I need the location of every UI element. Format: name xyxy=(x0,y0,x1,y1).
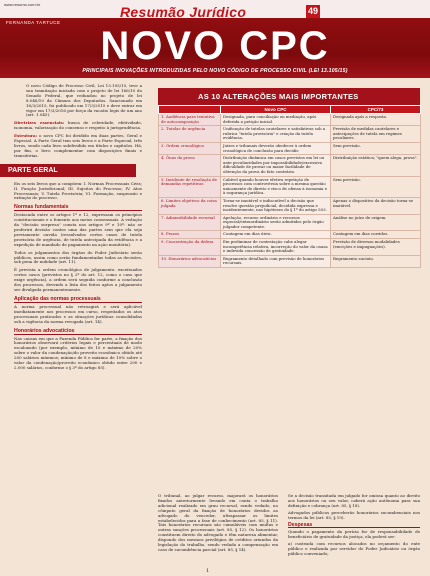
table-row xyxy=(159,114,421,126)
honorarios-recursais-paragraph: O tribunal, ao julgar recurso, majorará os honorários fixados anteriormente levando em conta o trabalho adicional realizado em grau recursal, sendo vedado, no cômputo geral da fixação de honorários devidos ao advogado do vencedor, ultrapassar os limites estabelecidos para a fase de conhecimento (art. 85, § 11). Tais honorários recursais são cumuláveis com multas e outras sanções processuais (art. 85, § 12). Os honorários constituem direito do advogado e têm natureza alimentar, dispondo dos mesmos privilégios de créditos oriundos da legislação do trabalho, sendo vedada a compensação em caso de sucumbência parcial (art. 85, § 14). xyxy=(158,493,278,552)
estrutura-paragraph xyxy=(14,134,142,159)
table-header-row xyxy=(159,106,421,114)
changes-table-box xyxy=(158,88,420,268)
row-label: 10. Honorários advocatícios xyxy=(159,255,221,267)
estrutura-label: Estrutura: xyxy=(14,133,38,139)
table-row xyxy=(159,155,421,176)
column-header: Novo CPC xyxy=(221,106,331,114)
aplicacao-paragraph: A norma processual não retroagirá e será aplicável imediatamente aos processos em curso, respeitados os atos processuais praticados e as situações jurídicas consolidadas sob a vigência da norma revogada (art. 14). xyxy=(14,303,142,324)
normas-paragraph-2: Todos os julgamentos dos órgãos do Poder Judiciário serão públicos, assim como serão fundamentadas todas as decisões, sob pena de nulidade (art. 11). xyxy=(14,249,142,265)
normas-paragraph-3: É prevista a ordem cronológica de julgamento: exceituados certos casos (previstos no § 2º do art. 12, como o caso que exige urgência), a ordem será seguida conforme a conclusão dos processos, devendo a lista dos feitos aptos a julgamento ser divulgada permanentemente. xyxy=(14,267,142,292)
changes-table xyxy=(158,105,421,268)
row-label: 9. Concentração da defesa xyxy=(159,239,221,256)
page-subtitle: PRINCIPAIS INOVAÇÕES INTRODUZIDAS PELO NOVO CÓDIGO DE PROCESSO CIVIL (LEI 13.105/15) xyxy=(82,68,348,74)
old-cpc-cell: Apenas o dispositivo da decisão torna-se imutável. xyxy=(331,197,421,214)
old-cpc-cell: Designada após a resposta. xyxy=(331,114,421,126)
table-row xyxy=(159,255,421,267)
new-cpc-cell: Apelação, recurso ordinário e recursos especial/extraordinário serão admitidos pelo órgão julgador competente. xyxy=(221,214,331,231)
heading-honorarios: Honorários advocatícios xyxy=(14,328,142,335)
estrutura-text: o novo CPC foi dividido em duas partes, Geral e Especial. A Parte Geral tem seis livros e a Parte Especial, três livros, sendo cada livro subdividido em títulos e capítulos. Há, por fim, o livro complementar com disposições finais e transitórias. xyxy=(14,133,142,158)
new-cpc-cell: Unificação de tutelas cautelares e satisfativas sob a rubrica "tutela provisória" e criação da tutela evidência. xyxy=(221,126,331,143)
table-row xyxy=(159,214,421,231)
row-label: 5. Incidente de resolução de demandas repetitivas xyxy=(159,176,221,197)
section-parte-geral: PARTE GERAL xyxy=(0,164,136,177)
old-cpc-cell: Previsão de diversas modalidades (exceções e impugnações). xyxy=(331,239,421,256)
row-label: 7. Admissibilidade recursal xyxy=(159,214,221,231)
heading-normas-fundamentais: Normas fundamentais xyxy=(14,204,142,211)
bottom-column-2 xyxy=(288,494,420,557)
row-label: 2. Tutelas de urgência xyxy=(159,126,221,143)
table-row xyxy=(159,126,421,143)
site-url: www.resumo.com.br xyxy=(4,2,41,7)
row-label: 1. Audiência para tentativa de autocomposição xyxy=(159,114,221,126)
custeio-item-a: a) custeada com recursos alocados no orçamento do ente público e realizada por servidor do Poder Judiciário ou órgão público conveniado; xyxy=(288,541,420,557)
heading-despesas: Despesas xyxy=(288,523,420,529)
table-row xyxy=(159,176,421,197)
new-cpc-cell: Distribuição dinâmica em casos previstos em lei ou ante peculiaridades por impossibilidade/excessiva dificuldade de provar ou maior facilidade de obtenção da prova do fato contrário. xyxy=(221,155,331,176)
row-label: 4. Ônus da prova xyxy=(159,155,221,176)
table-row xyxy=(159,142,421,154)
new-cpc-cell: Juízes e tribunais deverão obedecer à ordem cronológica de conclusão para decidir. xyxy=(221,142,331,154)
old-cpc-cell: Sem previsão. xyxy=(331,176,421,197)
column-header xyxy=(159,106,221,114)
page-title: NOVO CPC xyxy=(100,24,330,68)
issue-number-badge: 49 xyxy=(307,6,318,16)
new-cpc-cell: Regramento detalhado com previsão de honorários recursais. xyxy=(221,255,331,267)
new-cpc-cell: Torna-se imutável e indiscutível a decisão que resolve questão prejudicial, decidida expressa e incidentemente, nas hipóteses do § 1º do artigo 503. xyxy=(221,197,331,214)
old-cpc-cell: Previsão de medidas cautelares e antecipações de tutela em regimes peculiares. xyxy=(331,126,421,143)
series-title: Resumão Jurídico xyxy=(120,4,247,20)
old-cpc-cell: Sem previsão. xyxy=(331,142,421,154)
table-row xyxy=(159,239,421,256)
bottom-column-1 xyxy=(158,494,278,553)
acao-autonoma-paragraph: Se a decisão transitada em julgado for omissa quanto ao direito aos honorários ou seu valor, caberá ação autônoma para sua definição e cobrança (art. 85, § 18). xyxy=(288,493,420,508)
old-cpc-cell: Contagem em dias corridos. xyxy=(331,231,421,239)
diretrizes-paragraph xyxy=(14,121,142,131)
diretrizes-text: busca de celeridade, efetividade, isonomia, valorização do consenso e respeito à jurisprudência. xyxy=(14,120,142,131)
table-row xyxy=(159,231,421,239)
left-column xyxy=(8,83,142,374)
normas-paragraph-1: Destacada entre os artigos 1º e 12, expressam os princípios constitucionais e o fomento aos meios consensuais. A vedação da "decisão surpresa" consta nos artigos 9º e 10º: não se proferirá decisão contra uma das partes sem que ela seja previamente ouvida (ressalvados certos casos de tutela provisória de urgência, de tutela antecipada da evidência e a expedição de mandado de pagamento na ação monitória). xyxy=(14,212,142,247)
advogados-publicos-paragraph: Advogados públicos perceberão honorários sucumbenciais nos termos da lei (art. 85, § 19). xyxy=(288,509,420,520)
new-cpc-cell: Em preliminar de contestação cabe alegar incompetência relativa, incorreção do valor da causa e indevida concessão de gratuidade. xyxy=(221,239,331,256)
heading-aplicacao: Aplicação das normas processuais xyxy=(14,296,142,303)
diretrizes-label: Diretrizes essenciais: xyxy=(14,120,65,126)
old-cpc-cell: Análise no juízo de origem. xyxy=(331,214,421,231)
page-number: 1 xyxy=(206,568,210,574)
row-label: 8. Prazos xyxy=(159,231,221,239)
new-cpc-cell: Cabível quando houver efetiva repetição de processos com controvérsia sobre a mesma questão unicamente de direito e risco de ofensa à isonomia e à segurança jurídica. xyxy=(221,176,331,197)
intro-paragraph: O novo Código de Processo Civil, Lei 13.105/15, teve a sua tramitação iniciada com o projeto de lei 166/10 do Senado Federal, que redundou no projeto de lei 8.046/10 da Câmara dos Deputados. Sancionado em 16/3/2015, foi publicado em 17/3/2015 e deve entrar em vigor em 17/3/2016 por força da vacatio legis de um ano (art. 1.045). xyxy=(26,83,142,118)
column-header: CPC/73 xyxy=(331,106,421,114)
old-cpc-cell: Regramento sucinto. xyxy=(331,255,421,267)
new-cpc-cell: Designada, para conciliação ou mediação, após deferida a petição inicial. xyxy=(221,114,331,126)
row-label: 3. Ordem cronológica xyxy=(159,142,221,154)
old-cpc-cell: Distribuição estática; "quem alega, prova". xyxy=(331,155,421,176)
livros-paragraph: Eis os seis livros que a compõem: I. Normas Processuais Civis; II. Função Jurisdicional; III. Sujeitos do Processo; IV. Atos Processuais; V. Tutela Provisória; VI. Formação, suspensão e extinção do processo. xyxy=(14,180,142,201)
row-label: 6. Limites objetivos da coisa julgada xyxy=(159,197,221,214)
table-title: AS 10 ALTERAÇÕES MAIS IMPORTANTES xyxy=(158,88,420,105)
author-name: FERNANDA TARTUCE xyxy=(6,20,61,25)
honorarios-paragraph: Nas causas em que a Fazenda Pública for parte, a fixação dos honorários observará critérios legais e percentuais de modo escalonado (por exemplo, mínimo de 10 e máximo de 20% sobre o valor da condenação/do proveito econômico obtido até 200 salários mínimos; mínimo de 8 e máximo de 10% sobre o valor da condenação/proveito econômico obtido entre 200 e 2.000 salários, conforme o § 3º do artigo 85). xyxy=(14,335,142,370)
new-cpc-cell: Contagem em dias úteis. xyxy=(221,231,331,239)
pericia-paragraph: Quando o pagamento da perícia for de responsabilidade de beneficiário de gratuidade da justiça, ela poderá ser: xyxy=(288,529,420,540)
table-row xyxy=(159,197,421,214)
